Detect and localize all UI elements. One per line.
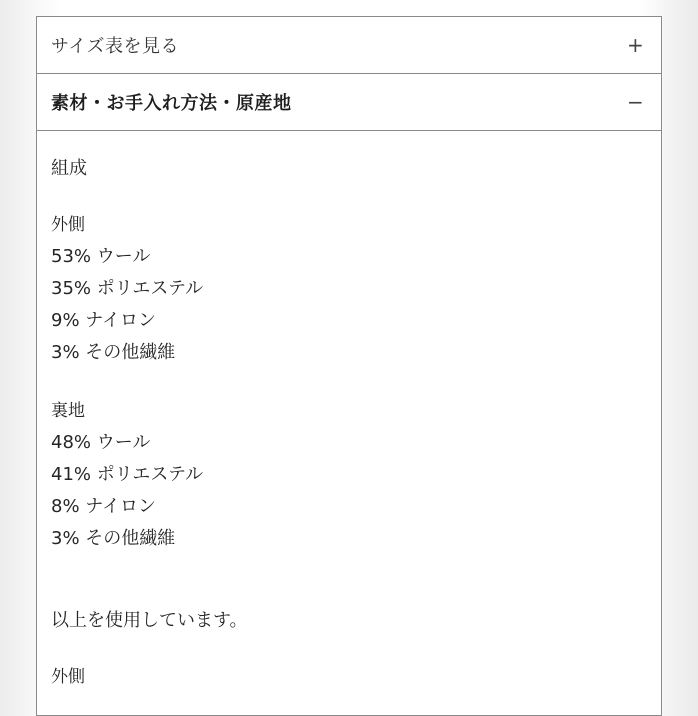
lining-section-label: 裏地 bbox=[51, 401, 85, 421]
lining-material-item: 41% ポリエステル bbox=[51, 464, 204, 485]
lining-material-item: 48% ウール bbox=[51, 432, 151, 453]
size-chart-accordion-header[interactable] bbox=[37, 17, 661, 74]
size-chart-label: サイズ表を見る bbox=[51, 36, 180, 57]
minus-icon[interactable]: − bbox=[627, 90, 644, 114]
lining-material-item: 3% その他繊維 bbox=[51, 528, 176, 549]
lining-material-item: 8% ナイロン bbox=[51, 496, 157, 517]
outer-material-item: 9% ナイロン bbox=[51, 310, 157, 331]
materials-accordion-header[interactable] bbox=[37, 74, 661, 131]
outer-section-label-repeat: 外側 bbox=[51, 667, 85, 687]
composition-heading: 組成 bbox=[51, 158, 87, 179]
composition-note: 以上を使用しています。 bbox=[51, 610, 248, 631]
materials-accordion-content bbox=[37, 131, 661, 693]
materials-label: 素材・お手入れ方法・原産地 bbox=[51, 93, 292, 114]
outer-material-item: 53% ウール bbox=[51, 246, 151, 267]
product-details-accordion bbox=[36, 16, 662, 716]
plus-icon[interactable]: + bbox=[627, 33, 644, 57]
outer-section-label: 外側 bbox=[51, 215, 85, 235]
outer-material-item: 3% その他繊維 bbox=[51, 342, 176, 363]
outer-material-item: 35% ポリエステル bbox=[51, 278, 204, 299]
